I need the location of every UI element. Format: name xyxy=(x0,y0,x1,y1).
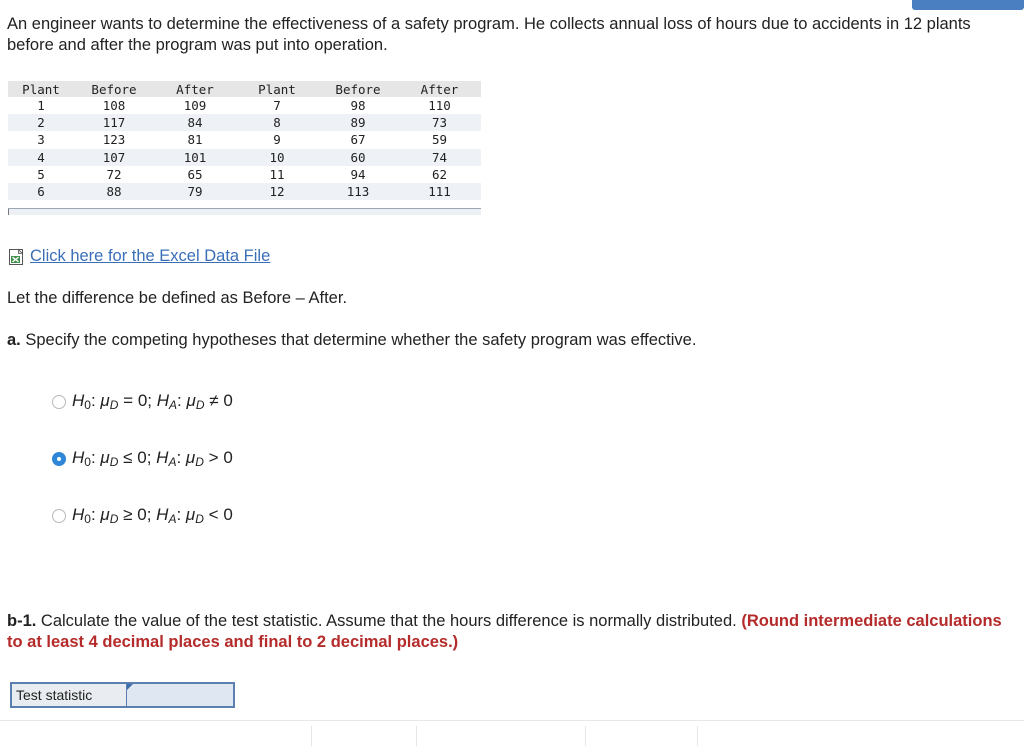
test-statistic-row xyxy=(10,682,235,708)
table-cell: 110 xyxy=(428,98,451,114)
excel-link-label[interactable]: Click here for the Excel Data File xyxy=(30,247,271,265)
table-cell: 84 xyxy=(154,114,236,131)
table-cell: 108 xyxy=(102,98,126,114)
hypothesis-option-1[interactable] xyxy=(52,391,233,412)
table-row xyxy=(8,183,481,200)
table-scrollbar[interactable] xyxy=(8,208,481,215)
question-a xyxy=(7,331,696,350)
table-cell: 107 xyxy=(74,149,154,166)
table-cell: 60 xyxy=(318,149,398,166)
footer-separator xyxy=(311,726,312,746)
radio-button[interactable] xyxy=(52,395,66,409)
test-statistic-input[interactable] xyxy=(127,684,233,706)
col-header-before-2: Before xyxy=(318,81,398,97)
table-cell: 109 xyxy=(183,98,207,114)
question-b1-label: b-1. xyxy=(7,612,37,630)
col-header-before: Before xyxy=(74,81,154,97)
hypothesis-text: $H_0$: $\mu_D = 0$; $H_A$: $\mu_D \ne 0$ xyxy=(72,391,233,412)
footer-separator xyxy=(697,726,698,746)
table-cell: 11 xyxy=(269,166,285,182)
table-cell: 67 xyxy=(350,132,366,148)
rounding-note: (Round intermediate calculations to at least 4 decimal places and final to 2 decimal places.) xyxy=(7,612,1002,651)
table-cell: 7 xyxy=(273,98,281,114)
table-cell: 65 xyxy=(187,166,203,182)
hypothesis-option-3[interactable] xyxy=(52,505,233,526)
table-cell: 81 xyxy=(187,132,203,148)
table-cell: 113 xyxy=(318,183,398,200)
table-cell: 88 xyxy=(74,183,154,200)
table-cell: 6 xyxy=(8,183,74,200)
table-row xyxy=(8,97,481,114)
table-cell: 1 xyxy=(37,98,45,114)
radio-button-selected[interactable] xyxy=(52,452,66,466)
footer-separator xyxy=(585,726,586,746)
table-cell: 111 xyxy=(398,183,481,200)
table-cell: 59 xyxy=(431,132,448,148)
footer-separator xyxy=(416,726,417,746)
table-cell: 101 xyxy=(154,149,236,166)
table-cell: 123 xyxy=(102,132,126,148)
footer-divider xyxy=(0,720,1024,721)
table-cell: 74 xyxy=(398,149,481,166)
table-row xyxy=(8,149,481,166)
table-cell: 73 xyxy=(398,114,481,131)
table-cell: 3 xyxy=(37,132,45,148)
plant-data-table xyxy=(8,81,481,200)
hypothesis-option-2[interactable] xyxy=(52,448,233,469)
table-cell: 89 xyxy=(318,114,398,131)
table-cell: 9 xyxy=(273,132,281,148)
table-cell: 79 xyxy=(154,183,236,200)
problem-intro: An engineer wants to determine the effectiveness of a safety program. He collects annual loss of hours due to accidents in 12 plants before and after the program was put into operation. xyxy=(7,15,971,54)
table-cell: 62 xyxy=(431,166,448,182)
question-b1 xyxy=(7,611,1012,653)
col-header-after-2: After xyxy=(398,81,481,97)
table-cell: 117 xyxy=(74,114,154,131)
question-a-label: a. xyxy=(7,331,21,349)
table-row xyxy=(8,166,481,183)
table-row xyxy=(8,114,481,131)
input-marker-icon xyxy=(127,684,133,690)
table-cell: 98 xyxy=(350,98,366,114)
table-row xyxy=(8,131,481,148)
top-nav-button[interactable] xyxy=(912,0,1024,10)
table-header-row xyxy=(8,81,481,97)
excel-data-link[interactable] xyxy=(8,247,270,266)
radio-button[interactable] xyxy=(52,509,66,523)
difference-definition: Let the difference be defined as Before – After. xyxy=(7,289,348,307)
col-header-plant-2: Plant xyxy=(236,81,318,97)
test-statistic-label: Test statistic xyxy=(12,684,127,706)
question-b1-text: Calculate the value of the test statistic. Assume that the hours difference is normally distributed. xyxy=(36,612,742,630)
table-cell: 5 xyxy=(37,166,45,182)
table-cell: 4 xyxy=(8,149,74,166)
table-cell: 72 xyxy=(106,166,122,182)
table-cell: 2 xyxy=(8,114,74,131)
excel-file-icon xyxy=(8,248,26,266)
table-cell: 8 xyxy=(236,114,318,131)
col-header-after: After xyxy=(154,81,236,97)
col-header-plant: Plant xyxy=(8,81,74,97)
test-statistic-input-wrap xyxy=(127,684,233,706)
table-cell: 10 xyxy=(236,149,318,166)
question-a-text: Specify the competing hypotheses that determine whether the safety program was effective. xyxy=(20,331,697,349)
hypothesis-text: $H_0$: $\mu_D \ge 0$; $H_A$: $\mu_D < 0$ xyxy=(72,505,233,526)
hypothesis-text: $H_0$: $\mu_D \le 0$; $H_A$: $\mu_D > 0$ xyxy=(72,448,233,469)
table-cell: 12 xyxy=(236,183,318,200)
table-cell: 94 xyxy=(350,166,366,182)
